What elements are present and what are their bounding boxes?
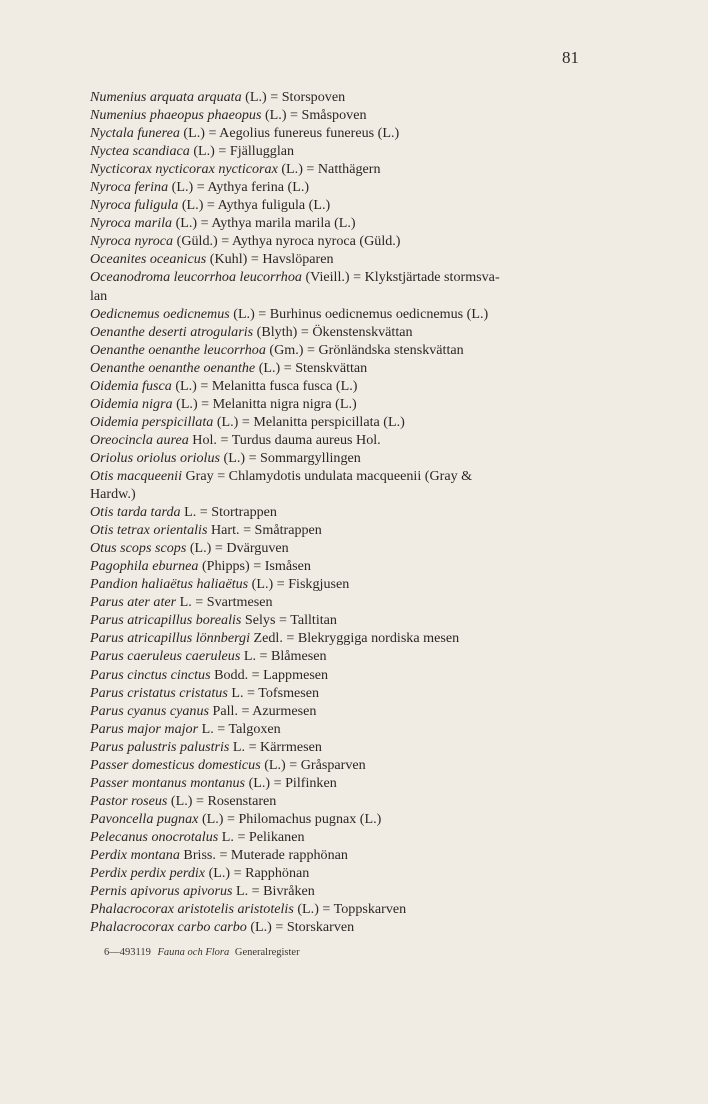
latin-name: Pavoncella pugnax [90, 810, 199, 827]
index-entry [90, 593, 586, 611]
index-entry [90, 684, 586, 702]
entry-details: L. = Pelikanen [218, 828, 305, 845]
index-entry [90, 341, 586, 359]
latin-name: Oidemia fusca [90, 377, 172, 394]
latin-name: Perdix perdix perdix [90, 865, 206, 882]
latin-name: Parus atricapillus borealis [90, 612, 242, 629]
entry-details: (Güld.) = Aythya nyroca nyroca (Güld.) [173, 233, 401, 250]
entry-details: L. = Svartmesen [176, 594, 273, 611]
latin-name: Pastor roseus [90, 792, 168, 809]
index-entry [90, 449, 586, 467]
index-entry [90, 485, 586, 503]
index-entry [90, 774, 586, 792]
latin-name: Nyroca fuligula [90, 197, 179, 214]
entry-details: (Phipps) = Ismåsen [198, 558, 311, 575]
species-index-list [90, 88, 586, 936]
entry-details: (L.) = Fjällugglan [189, 143, 295, 160]
entry-details: (Kuhl) = Havslöparen [206, 251, 334, 268]
entry-details: (L.) = Stenskvättan [255, 359, 368, 376]
latin-name: Numenius arquata arquata [90, 89, 242, 105]
latin-name: Pagophila eburnea [90, 558, 199, 575]
index-entry [90, 323, 586, 341]
entry-details: (L.) = Melanitta nigra nigra (L.) [172, 395, 357, 412]
entry-details: Briss. = Muterade rapphönan [179, 846, 348, 863]
latin-name: Parus palustris palustris [90, 738, 230, 755]
entry-details: (Vieill.) = Klykstjärtade stormsva- [301, 269, 500, 286]
latin-name: Otis tarda tarda [90, 504, 181, 521]
entry-details: (L.) = Rosenstaren [167, 792, 277, 809]
index-entry [90, 918, 586, 936]
latin-name: Otis tetrax orientalis [90, 522, 208, 539]
latin-name: Nyctea scandiaca [90, 143, 190, 160]
index-entry [90, 503, 586, 521]
journal-name: Fauna och Flora [157, 947, 230, 958]
latin-name: Otis macqueenii [90, 467, 182, 484]
index-entry [90, 124, 586, 142]
index-entry [90, 828, 586, 846]
index-entry [90, 756, 586, 774]
index-entry [90, 792, 586, 810]
entry-details: (L.) = Storskarven [246, 919, 355, 936]
latin-name: Phalacrocorax aristotelis aristotelis [90, 901, 294, 918]
latin-name: Parus caeruleus caeruleus [90, 648, 241, 665]
latin-name: Passer domesticus domesticus [90, 756, 261, 773]
index-entry [90, 702, 586, 720]
latin-name: Parus cinctus cinctus [90, 666, 211, 683]
index-entry [90, 196, 586, 214]
entry-details: (L.) = Gråsparven [260, 756, 366, 773]
index-entry [90, 305, 586, 323]
index-entry [90, 611, 586, 629]
entry-details: (L.) = Småspoven [261, 107, 367, 124]
latin-name: Oenanthe oenanthe leucorrhoa [90, 341, 266, 358]
entry-details: (L.) = Dvärguven [186, 540, 289, 557]
page-number: 81 [562, 48, 579, 67]
entry-details: (L.) = Toppskarven [293, 901, 407, 918]
entry-details: Pall. = Azurmesen [209, 702, 317, 719]
entry-details: L. = Stortrappen [180, 504, 277, 521]
latin-name: Nyctala funerea [90, 125, 180, 142]
index-entry [90, 395, 586, 413]
index-entry [90, 720, 586, 738]
entry-details: lan [90, 287, 108, 304]
latin-name: Oceanites oceanicus [90, 251, 207, 268]
index-entry [90, 178, 586, 196]
index-entry [90, 287, 586, 305]
index-entry [90, 88, 586, 106]
entry-details: Selys = Talltitan [241, 612, 337, 629]
latin-name: Parus cristatus cristatus [90, 684, 228, 701]
latin-name: Passer montanus montanus [90, 774, 246, 791]
entry-details: Hardw.) [90, 486, 136, 503]
entry-details: Zedl. = Blekryggiga nordiska mesen [250, 630, 460, 647]
entry-details: (L.) = Sommargyllingen [220, 449, 361, 466]
entry-details: Hart. = Småtrappen [207, 522, 322, 539]
index-entry [90, 629, 586, 647]
entry-details: (L.) = Melanitta fusca fusca (L.) [171, 377, 358, 394]
latin-name: Oenanthe oenanthe oenanthe [90, 359, 256, 376]
latin-name: Otus scops scops [90, 540, 187, 557]
index-entry [90, 467, 586, 485]
index-entry [90, 810, 586, 828]
latin-name: Phalacrocorax carbo carbo [90, 919, 247, 936]
entry-details: (L.) = Aythya marila marila (L.) [172, 215, 356, 232]
entry-details: Gray = Chlamydotis undulata macqueenii (Gray & [181, 467, 473, 484]
index-entry [90, 738, 586, 756]
latin-name: Parus major major [90, 720, 199, 737]
index-entry [90, 160, 586, 178]
index-entry [90, 142, 586, 160]
index-entry [90, 232, 586, 250]
latin-name: Perdix montana [90, 846, 180, 863]
latin-name: Pandion haliaëtus haliaëtus [90, 576, 249, 593]
latin-name: Nycticorax nycticorax nycticorax [90, 161, 278, 178]
latin-name: Pernis apivorus apivorus [90, 883, 233, 900]
index-entry [90, 666, 586, 684]
entry-details: (L.) = Aythya fuligula (L.) [178, 197, 331, 214]
entry-details: L. = Talgoxen [198, 720, 281, 737]
latin-name: Nyroca ferina [90, 179, 169, 196]
index-entry [90, 864, 586, 882]
entry-details: Bodd. = Lappmesen [210, 666, 329, 683]
index-entry [90, 882, 586, 900]
latin-name: Oreocincla aurea [90, 431, 189, 448]
index-entry [90, 359, 586, 377]
entry-details: L. = Bivråken [232, 883, 315, 900]
latin-name: Oidemia perspicillata [90, 413, 214, 430]
index-entry [90, 521, 586, 539]
entry-details: (L.) = Rapphönan [205, 865, 310, 882]
entry-details: (L.) = Storspoven [241, 89, 346, 105]
entry-details: (L.) = Melanitta perspicillata (L.) [213, 413, 405, 430]
latin-name: Oenanthe deserti atrogularis [90, 323, 254, 340]
entry-details: L. = Tofsmesen [227, 684, 320, 701]
entry-details: (L.) = Burhinus oedicnemus oedicnemus (L.) [229, 305, 489, 322]
latin-name: Oceanodroma leucorrhoa leucorrhoa [90, 269, 302, 286]
index-entry [90, 250, 586, 268]
index-entry [90, 413, 586, 431]
index-entry [90, 539, 586, 557]
latin-name: Nyroca marila [90, 215, 173, 232]
latin-name: Nyroca nyroca [90, 233, 174, 250]
latin-name: Parus ater ater [90, 594, 177, 611]
index-entry [90, 575, 586, 593]
latin-name: Oidemia nigra [90, 395, 173, 412]
page-footer [104, 947, 300, 958]
entry-details: (L.) = Aegolius funereus funereus (L.) [179, 125, 400, 142]
entry-details: L. = Blåmesen [240, 648, 327, 665]
index-entry [90, 900, 586, 918]
index-entry [90, 647, 586, 665]
entry-details: Hol. = Turdus dauma aureus Hol. [188, 431, 381, 448]
entry-details: (Blyth) = Ökenstenskvättan [253, 323, 413, 340]
index-entry [90, 846, 586, 864]
entry-details: (L.) = Philomachus pugnax (L.) [198, 810, 382, 827]
footer-section: Generalregister [234, 947, 300, 958]
index-entry [90, 377, 586, 395]
latin-name: Pelecanus onocrotalus [90, 828, 219, 845]
latin-name: Numenius phaeopus phaeopus [90, 107, 262, 124]
index-entry [90, 431, 586, 449]
latin-name: Parus atricapillus lönnbergi [90, 630, 250, 647]
entry-details: (L.) = Aythya ferina (L.) [168, 179, 310, 196]
index-entry [90, 557, 586, 575]
index-entry [90, 106, 586, 124]
entry-details: (L.) = Natthägern [277, 161, 381, 178]
entry-details: L. = Kärrmesen [229, 738, 322, 755]
latin-name: Oedicnemus oedicnemus [90, 305, 230, 322]
entry-details: (L.) = Fiskgjusen [248, 576, 350, 593]
latin-name: Oriolus oriolus oriolus [90, 449, 221, 466]
index-entry [90, 214, 586, 232]
entry-details: (L.) = Pilfinken [245, 774, 337, 791]
index-entry [90, 268, 586, 286]
printer-signature: 6—493119 [104, 947, 151, 958]
latin-name: Parus cyanus cyanus [90, 702, 209, 719]
entry-details: (Gm.) = Grönländska stenskvättan [265, 341, 464, 358]
